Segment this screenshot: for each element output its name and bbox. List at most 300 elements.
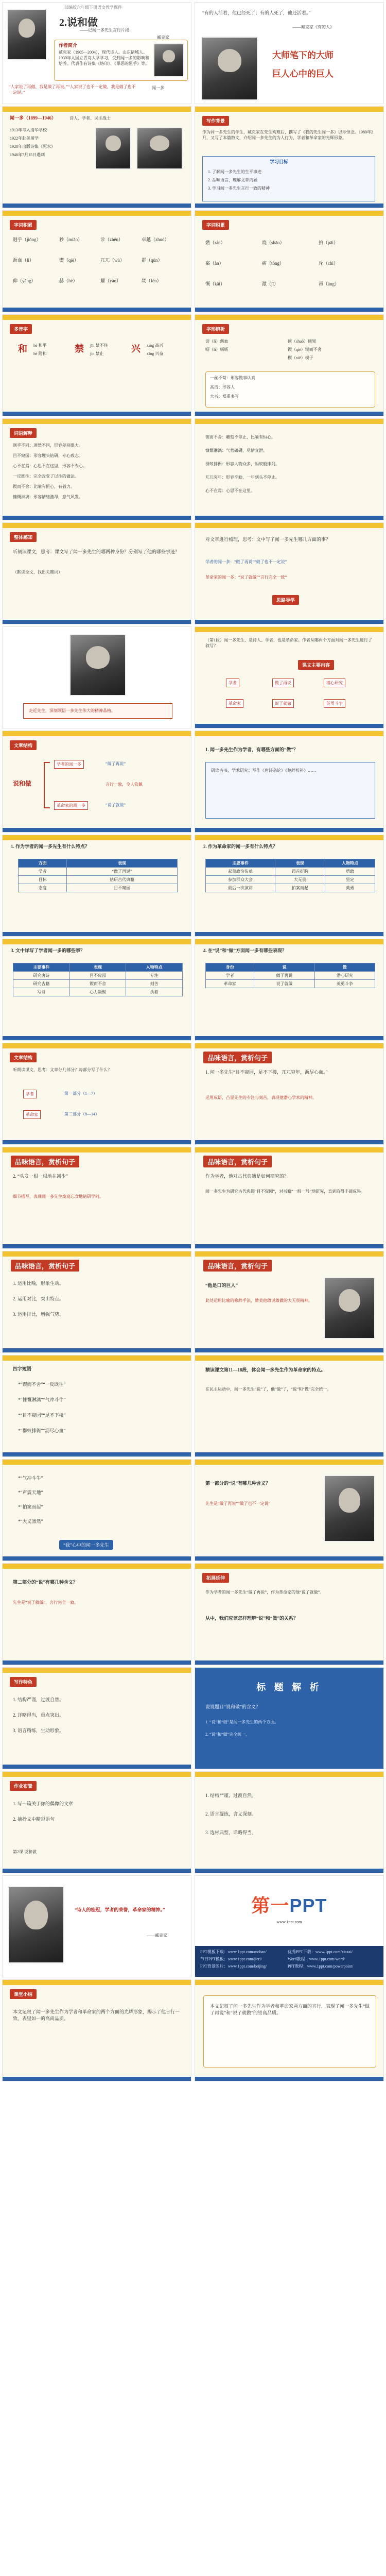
row-19 [2,1875,384,1977]
goal-3: 3. 学习闻一多先生言行一致的精神 [208,186,270,191]
poly-char-1: 和 [18,344,27,354]
summary-box-frame [203,1995,376,2067]
ppt-link-3[interactable]: PPT背景图片：www.1ppt.com/beijing/ [200,1964,267,1969]
slide-table-4 [195,939,384,1041]
table-cell: 目不窥园 [67,884,178,892]
table-cell: 专注 [126,972,183,980]
table-header-cell: 主要事件 [206,859,275,868]
q-part2-note: 先生是“说了就做”，言行完全一致。 [13,1600,79,1605]
structure2-item-3: *“拍案而起” [18,1504,43,1510]
ppt-site: www.1ppt.com [276,1920,302,1924]
top-band [3,731,191,736]
q-part1-note: 先生是“做了再说”“做了也不一定说” [205,1501,271,1506]
lesson-question: 从中，我们应该怎样理解“说”和“做”的关系？ [205,1616,299,1621]
slide-homework [2,1771,191,1873]
reading-text: 在民主运动中，闻一多先生“说”了，他“做”了，“说”和“做”完全统一。 [205,1387,331,1392]
table-1 [18,859,178,892]
goals-frame [202,156,375,201]
portrait-large [69,634,126,696]
slide-meanings [2,418,191,520]
table-cell: “做了再说” [67,868,178,876]
bottom-band [195,1348,383,1352]
slide-summary-2 [195,1771,384,1873]
lang1-answer: 运用成语，凸显先生的专注与刻苦，表现他潜心学术的精神。 [205,1095,317,1100]
meaning2-2: 慷慨淋漓：气势磅礴，尽情宣泄。 [205,448,267,453]
rhetoric-item-1: *“锲而不舍”“一反既往” [18,1382,66,1387]
vocab-tab: 字词积累 [202,220,229,230]
row-16 [2,1563,384,1665]
top-band [3,1147,191,1153]
top-band [195,1251,383,1257]
row-3 [2,210,384,312]
lang3-tab: 品味语言，赏析句子 [203,1156,272,1167]
task2-question: 对文章进行梳理，思考：文中写了闻一多先生哪几方面的事？ [205,537,331,542]
bottom-band [195,204,383,208]
top-band [195,1980,383,1985]
meaning2-4: 兀兀穷年：形容辛勤，一年到头不停止。 [205,475,279,480]
poly-item-5: xìng 高兴 [147,343,164,348]
author-card-portrait [95,127,131,170]
meaning2-3: 群蚁排衙：形容人物众多，蚂蚁般排列。 [205,462,279,466]
table-cell: 写诗 [13,988,70,996]
slide-polyphone [2,314,191,416]
top-band [3,523,191,528]
vocab3-item-2: 呖（lì）呖呖 [205,347,229,352]
summary-item-2: 2. 详略得当，重点突出。 [13,1713,64,1718]
table-cell: 学者 [19,868,67,876]
opening-quote: “有的人活着，他已经死了；有的人死了，他还活着。” [202,10,311,15]
structure-branch-2: 革命家的闻一多 [54,801,88,810]
lang3-answer: 闻一多先生为研究古代典籍“目不窥园”，对书籍“一般一般”地研究，直到取得丰硕成果。 [205,1189,365,1194]
row-2 [2,106,384,208]
task1-question: 听朗读课文，思考：课文写了闻一多先生的哪两种身份？分别写了他的哪些事迹？ [13,549,180,554]
table-row [19,868,178,876]
table4-head: 4. 在“说”和“做”方面闻一多有哪些表现？ [203,948,287,953]
poly-item-3: jīn 禁不住 [90,343,108,348]
lang3-question: 作为学者，他对古代典籍是如何研究的？ [205,1174,289,1179]
table-cell: 拍案而起 [275,884,325,892]
bottom-band [3,2077,191,2081]
slide-lang-5 [195,1251,384,1353]
table-cell: 英勇斗争 [314,980,375,988]
row-13 [2,1251,384,1353]
intro-text: 臧克家（1905—2004），现代诗人。山东诸城人。1930年入国立青岛大学学习，受到闻一多的影响和培养。代表作有诗集《烙印》、《罪恶的黑手》等。 [59,50,149,66]
row-17 [2,1667,384,1769]
row-9 [2,835,384,937]
top-band [3,1980,191,1985]
slide-analysis-1 [2,1043,191,1145]
bottom-band [3,1244,191,1248]
top-band [195,1147,383,1153]
slide-vocab-3 [195,314,384,416]
cover-subtitle: ——记闻一多先生言行片段 [80,28,129,32]
bottom-band [3,204,191,208]
poly-item-1: hé 和平 [33,343,47,348]
slide-structure [2,731,191,833]
lesson-text: 作为学者的闻一多先生“做了再说”，作为革命家的他“说了就做”。 [205,1590,324,1595]
slide-goals [195,106,384,208]
table-header-cell: 表现 [275,859,325,868]
lang2-question: 2. “头发一根一根地在减少” [13,1174,68,1179]
top-band [195,1460,383,1465]
summary-text-body: 本文记叙了闻一多先生作为学者和革命家的两个方面的光辉形象，揭示了他言行一致、表里如一的高尚品质。 [13,2009,180,2021]
meaning-3: 心不在焉：心思不在这里，形容不专心。 [13,464,87,468]
intro-frame [54,40,188,81]
top-band [195,315,383,320]
structure-tab: 文章结构 [10,740,37,750]
top-band [195,627,383,632]
vocab2-word-5: 痛（tòng） [262,261,285,266]
background-tab: 写作背景 [202,116,229,126]
vocab-word-3: 诊（zhěn） [100,237,123,242]
structure-bracket [44,762,50,808]
vocab3-box-3: 大书：郑重书写 [210,394,239,399]
lang5-tab: 品味语言，赏析句子 [203,1260,272,1272]
row-1 [2,2,384,104]
top-band [3,1355,191,1361]
bottom-band [195,1244,383,1248]
table-header-row [206,963,375,972]
vocab-word-5: 沥血（lì） [13,258,34,263]
goal-1: 1. 了解闻一多先生的生平事迹 [208,170,261,174]
background-text: 作为同一多先生的学生，臧克家在先生殉难后，撰写了《我的先生闻一多》以示悼念。1980年2月，又写了本篇散文，介绍闻一多先生的为人行为，学者和革命家的光辉形象。 [202,130,373,140]
bottom-band [195,308,383,312]
vocab2-word-3: 拍（pāi） [319,240,338,245]
q-part1-question: 第一部分的“说”有哪几种含义？ [205,1481,271,1486]
slide-lang-3 [195,1147,384,1249]
task1-hint: （默读全文，找出关键词） [13,570,62,574]
ppt-link-1[interactable]: PPT模板下载：www.1ppt.com/moban/ [200,1950,267,1954]
top-band [3,939,191,944]
row-4 [2,314,384,416]
homework-head: 作业布置 [10,1781,37,1791]
bottom-band [3,1036,191,1040]
table-2 [205,859,375,892]
table-cell: 坚定 [325,876,375,884]
title-analysis-heading: 标 题 解 析 [256,1682,322,1692]
slide-q-part-2 [2,1563,191,1665]
table-cell: 潜心研究 [314,972,375,980]
vocab2-word-6: 斥（chì） [319,261,338,266]
vocab2-word-4: 案（àn） [205,261,224,266]
top-band [3,1772,191,1777]
slide-analysis-2 [195,731,384,833]
title-analysis-question: 说说题目“说和做”的含义？ [205,1704,260,1709]
top-band [195,107,383,112]
portrait2-question: （第1段）闻一多先生，是诗人、学者，也是革命家。作者从哪两个方面对闻一多先生进行了叙写？ [205,638,372,648]
table-cell: 目不窥园 [69,972,126,980]
top-band [3,1460,191,1465]
lang5-answer: 此处运用比喻的修辞手法，赞美他敢说敢做的大无畏精神。 [205,1298,312,1303]
structure-left: 说和做 [13,780,32,787]
table-header-cell: 人物特点 [325,859,375,868]
quote-end-portrait [8,1886,64,1963]
table-cell: 研究唐诗 [13,972,70,980]
lang4-item-2: 2. 运用对比，突出特点。 [13,1296,64,1301]
vocab2-word-2: 烧（shāo） [262,240,285,245]
meanings-tab: 词语解释 [10,428,37,438]
table-header-cell: 主要事件 [13,963,70,972]
cover-author: 臧克家 [157,35,169,40]
analysis1-question: 听朗读课文，思考：文章分几部分？每部分写了什么？ [13,1067,112,1072]
slide-vocab-2 [195,210,384,312]
table-cell: 参加群众大会 [206,876,275,884]
table-cell: 昂首挺胸 [275,868,325,876]
cover-quote: “人家说了再做，我是做了再说。”“人家说了也不一定做，我是做了也不一定说。” [9,84,136,95]
table-cell: 学者 [206,972,254,980]
lang4-item-3: 3. 运用排比，增强气势。 [13,1312,64,1317]
bottom-band [3,516,191,520]
vocab-word-9: 仰（yǎng） [13,278,36,283]
slide-summary-text [2,1979,191,2081]
slide-lang-1 [195,1043,384,1145]
table-row [13,972,183,980]
row-8 [2,731,384,833]
table-row [13,980,183,988]
bottom-band [3,1660,191,1665]
slide-lesson [195,1563,384,1665]
timeline-2: 1922年赴美留学 [10,136,39,141]
table-cell: 态度 [19,884,67,892]
structure2-note: “我”心中的闻一多先生 [59,1540,113,1550]
flow-mid-1: 做了再说 [272,679,294,687]
top-band [195,1564,383,1569]
bottom-band [3,1765,191,1769]
table-4 [205,963,375,988]
vocab-word-11: 耀（yào） [100,278,121,283]
table-cell: 心力凝聚 [69,988,126,996]
title-analysis-item-1: 1. “说”和“做”是闻一多先生的两个方面。 [205,1720,279,1724]
row-12 [2,1147,384,1249]
flow-left-1: 学者 [226,679,239,687]
slide-q-part-1 [195,1459,384,1561]
bottom-band [195,412,383,416]
bottom-band [3,1869,191,1873]
table-cell: 钻研古代典籍 [67,876,178,884]
vocab-word-8: 群（qún） [142,258,163,263]
table-cell: 做了再说 [254,972,314,980]
bottom-band [195,724,383,728]
table2-head: 2. 作为革命家的闻一多有什么特点？ [203,844,278,849]
portrait-caption: 走近先生，深刻领悟一多先生伟大的精神品格。 [29,708,115,713]
lang1-tab: 品味语言，赏析句子 [203,1052,272,1063]
summary-head: 写作特色 [10,1677,37,1687]
poly-item-4: jìn 禁止 [90,351,104,356]
top-band [3,107,191,112]
table-row [206,876,375,884]
vocab-word-10: 赫（hè） [59,278,78,283]
top-band [195,1355,383,1361]
slide-task-1 [2,522,191,624]
rhetoric-head: 四字短语 [13,1366,32,1371]
vocab2-word-1: 燃（rán） [205,240,225,245]
table-header-cell: 身份 [206,963,254,972]
structure2-item-4: *“大义凛然” [18,1519,43,1524]
row-10 [2,939,384,1041]
slide-ppt-ad [195,1875,384,1977]
table-header-cell: 说 [254,963,314,972]
top-band [3,1043,191,1048]
slide-grid [2,2,384,2083]
table1-head: 1. 作为学者的闻一多先生有什么特点？ [11,844,90,849]
vocab3-tab: 字形辨析 [202,324,229,334]
table-cell: 刻苦 [126,980,183,988]
bottom-band [3,1348,191,1352]
bottom-band [195,620,383,624]
summary-text-head: 课堂小结 [10,1989,37,1999]
table-cell: 研究古籍 [13,980,70,988]
rhetoric-item-2: *“慷慨淋漓”“气冲斗牛” [18,1397,66,1402]
slide-summary [2,1667,191,1769]
top-band [3,1251,191,1257]
bottom-band [3,1140,191,1144]
flow-mid-2: 说了就做 [272,699,294,708]
meaning-4: 一反既往：完全改变了以往的做法。 [13,474,79,479]
meaning2-5: 心不在焉：心思不在这里。 [205,488,255,493]
slide-rhetoric [2,1355,191,1457]
table-header-row [19,859,178,868]
summary2-item-3: 3. 选材典型，详略得当。 [205,1830,257,1835]
task2-stamp: 思路导学 [272,595,299,605]
summary2-item-2: 2. 语言凝练，含义深刻。 [205,1811,257,1817]
slide-lang-2 [2,1147,191,1249]
structure2-item-2: *“声震天地” [18,1490,43,1495]
polyphone-tab: 多音字 [10,324,32,334]
table-cell: 英勇 [325,884,375,892]
ppt-logo-en: PPT [289,1895,327,1916]
lang4-tab: 品味语言，赏析句子 [11,1260,79,1272]
table-row [19,884,178,892]
slide-task-2 [195,522,384,624]
reading-head: 精读课文第11—18段，体会闻一多先生作为革命家的特点。 [205,1367,326,1372]
slide-table-3 [2,939,191,1041]
bottom-band [195,932,383,936]
slide-lang-4 [2,1251,191,1353]
poly-item-6: xīng 兴奋 [147,351,164,356]
quote-end-text: “诗人的桂冠，学者的荣誉，革命家的精神。” [75,1907,165,1912]
timeline-3: 1928年出版诗集《死水》 [10,144,55,149]
structure-quote-1: “做了再说” [106,761,126,766]
table-header-cell: 表现 [69,963,126,972]
table-row [206,884,375,892]
table-row [13,988,183,996]
slide-flow [195,626,384,728]
bottom-band [195,1140,383,1144]
quote-portrait [201,37,258,100]
slide-structure-2 [2,1459,191,1561]
meaning2-1: 锲而不舍：雕刻不停止，比喻有恒心。 [205,435,275,439]
ppt-footer [195,1946,383,1977]
author-desc: 诗人、学者、民主战士 [69,116,111,121]
author-portrait [7,9,47,60]
portrait-caption-frame [23,703,172,719]
ppt-link-6[interactable]: PPT教程：www.1ppt.com/powerpoint/ [288,1964,354,1969]
vocab2-word-8: 激（jī） [262,281,279,286]
cover-title: 2.说和做 [59,17,98,28]
table-cell: 说了就做 [254,980,314,988]
slide-summary-box [195,1979,384,2081]
lang1-question: 1. 闻一多先生“目不窥园，足不下楼，兀兀穷年，沥尽心血。” [205,1070,328,1075]
title-analysis-item-2: 2. “说”和“做”完全统一。 [205,1732,250,1737]
ppt-link-4[interactable]: 优秀PPT下载：www.1ppt.com/xiazai/ [288,1950,353,1954]
bottom-band [195,1660,383,1665]
goals-head: 学习目标 [270,159,289,164]
quote-end-author: ——臧克家 [147,1933,167,1938]
vocab3-item-3: 硕（shuò）硕果 [288,339,317,344]
rhetoric-item-3: *“目不窥园”“足不下楼” [18,1413,66,1418]
analysis1-part-1: 第一部分（1—7） [64,1091,97,1096]
bottom-band [3,1556,191,1561]
flow-right-1: 潜心研究 [324,679,345,687]
top-band [3,419,191,424]
bottom-band [195,1869,383,1873]
slide-author-card [2,106,191,208]
structure-quote-2: “说了就做” [106,803,126,807]
row-14 [2,1355,384,1457]
goal-2: 2. 品味语言，理解文章内涵 [208,178,257,182]
big-line-1: 大师笔下的大师 [272,50,334,60]
ppt-link-5[interactable]: Word教程：www.1ppt.com/word/ [288,1957,345,1961]
slide-title-analysis [195,1667,384,1769]
table-row [19,876,178,884]
table3-head: 3. 文中详写了学者闻一多的哪些事？ [11,948,85,953]
summary2-item-1: 1. 结构严谨，过渡自然。 [205,1793,257,1798]
analysis2-frame [205,762,375,819]
table-header-cell: 表现 [67,859,178,868]
bottom-band [3,308,191,312]
table-header-row [206,859,375,868]
row-15 [2,1459,384,1561]
analysis2-text: 研读古书，学术研究；写作《唐诗杂论》《楚辞校补》…… [211,768,316,773]
flow-head: 课文主要内容 [298,660,334,670]
slide-vocab-1 [2,210,191,312]
vocab-tab: 字词积累 [10,220,37,230]
table-cell: 目标 [19,876,67,884]
slide-quote [195,2,384,104]
task1-note: 革命家的闻一多：“说了就做”“言行完全一致” [205,575,287,580]
flow-right-2: 英勇斗争 [324,699,345,708]
vocab-word-4: 卓越（zhuó） [142,237,169,242]
vocab3-item-5: 楔（xiē）楔子 [288,355,313,360]
vocab3-item-1: 沥（lì）沥血 [205,339,229,344]
poly-item-2: hè 附和 [33,351,47,356]
quote-source: ——臧克家《有的人》 [293,25,334,29]
q-part2-question: 第二部分的“说”有哪几种含义？ [13,1580,78,1585]
analysis1-branch-2: 革命家 [23,1110,41,1119]
slide-table-2 [195,835,384,937]
table-cell: 大无畏 [275,876,325,884]
structure2-item-1: *“气冲斗牛” [18,1476,43,1481]
cover-caption: 闻一多 [152,86,164,90]
slide-quote-end [2,1875,191,1977]
row-20 [2,1979,384,2081]
ppt-link-2[interactable]: 节日PPT模板：www.1ppt.com/jieri/ [200,1957,262,1961]
intro-head: 作者简介 [59,43,78,48]
table-cell: 锲而不舍 [69,980,126,988]
meaning-6: 慷慨淋漓：形容情绪激昂，意气风发。 [13,495,83,499]
top-band [195,211,383,216]
slide-table-1 [2,835,191,937]
vocab3-item-4: 锲（qiè）锲而不舍 [288,347,322,352]
timeline-1: 1913年考入清华学校 [10,128,47,132]
table-header-cell: 做 [314,963,375,972]
table-cell: 起草政治传单 [206,868,275,876]
vocab-word-2: 秒（miǎo） [59,237,82,242]
vocab2-word-7: 慨（kǎi） [205,281,225,286]
table-header-cell: 方面 [19,859,67,868]
bottom-band [195,1036,383,1040]
table-cell: 勇敢 [325,868,375,876]
